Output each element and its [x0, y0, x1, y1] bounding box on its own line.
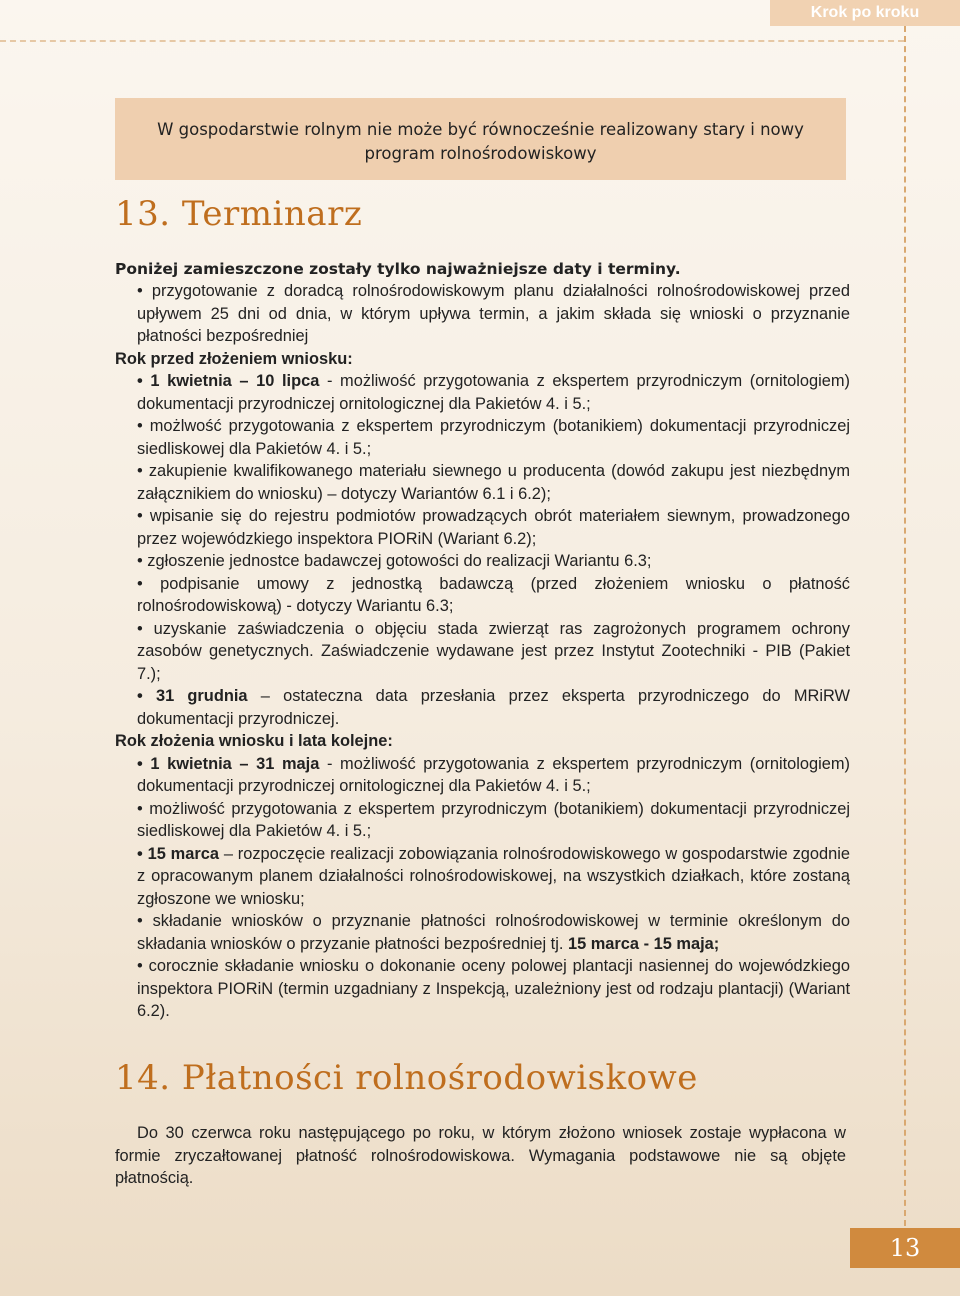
side-dashed-rule [904, 26, 906, 1226]
list-item: • podpisanie umowy z jednostką badawczą (przed złożeniem wniosku o płatność rolnośrodowiskową) - dotyczy Wariantu 6.3; [137, 574, 850, 615]
before-application-heading: Rok przed złożeniem wniosku: [115, 349, 353, 368]
notice-box: W gospodarstwie rolnym nie może być równocześnie realizowany stary i nowy program rolnośrodowiskowy [115, 98, 846, 180]
section-14-content [115, 1122, 846, 1190]
list-item: • 1 kwietnia – 10 lipca - możliwość przygotowania z ekspertem przyrodniczym (ornitologiem) dokumentacji przyrodniczej ornitologicznej dla Pakietów 4. i 5.; [137, 372, 850, 413]
section-14-title: 14. Płatności rolnośrodowiskowe [115, 1058, 698, 1098]
section-13-intro: Poniżej zamieszczone zostały tylko najważniejsze daty i terminy. [115, 260, 681, 278]
list-item: • 15 marca – rozpoczęcie realizacji zobowiązania rolnośrodowiskowego w gospodarstwie zgodnie z opracowanym planem działalności rolnośrodowiskowej, na wszystkich działkach, które zostaną zgłoszone we wniosku; [137, 844, 850, 908]
list-item: • zakupienie kwalifikowanego materiału siewnego u producenta (dowód zakupu jest niezbędnym załącznikiem do wniosku) – dotyczy Wariantów 6.1 i 6.2); [137, 462, 850, 503]
section-13-title: 13. Terminarz [115, 194, 363, 234]
list-item: • składanie wniosków o przyznanie płatności rolnośrodowiskowej w terminie określonym do składania wniosków o przyzanie płatności bezpośredniej tj. 15 marca - 15 maja; [137, 912, 850, 953]
section-13-content [115, 280, 850, 1023]
list-item: • 1 kwietnia – 31 maja - możliwość przygotowania z ekspertem przyrodniczym (ornitologiem) dokumentacji przyrodniczej ornitologicznej dla Pakietów 4. i 5.; [137, 754, 850, 795]
list-item: • corocznie składanie wniosku o dokonanie oceny polowej plantacji nasiennej do wojewódzkiego inspektora PIORiN (termin uzgadniany z Inspekcją, uzależniony jest od rodzaju plantacji) (Wariant 6.2). [137, 957, 850, 1020]
list-item: • uzyskanie zaświadczenia o objęciu stada zwierząt ras zagrożonych programem ochrony zasobów genetycznych. Zaświadczenie wydawane jest przez Instytut Zootechniki - PIB (Pakiet 7.); [137, 619, 850, 683]
application-year-heading: Rok złożenia wniosku i lata kolejne: [115, 732, 393, 750]
header-section-label: Krok po kroku [770, 0, 960, 26]
list-item: • wpisanie się do rejestru podmiotów prowadzących obrót materiałem siewnym, prowadzonego przez wojewódzkiego inspektora PIORiN (Wariant 6.2); [137, 507, 850, 548]
list-item: • przygotowanie z doradcą rolnośrodowiskowym planu działalności rolnośrodowiskowej przed upływem 25 dni od dnia, w którym upływa termin, a jakim składa się wnioski o przyznanie płatności bezpośredniej [137, 282, 850, 345]
section-14-paragraph: Do 30 czerwca roku następującego po roku, w którym złożono wniosek zostaje wypłacona w formie zryczałtowanej płatność rolnośrodowiskowa. Wymagania podstawowe nie są objęte płatnością. [115, 1124, 846, 1187]
list-item: • możlwość przygotowania z ekspertem przyrodniczym (botanikiem) dokumentacji przyrodniczej siedliskowej dla Pakietów 4. i 5.; [137, 417, 850, 458]
list-item: • możliwość przygotowania z ekspertem przyrodniczym (botanikiem) dokumentacji przyrodniczej siedliskowej dla Pakietów 4. i 5.; [137, 799, 850, 840]
page-number: 13 [850, 1228, 960, 1268]
list-item: • 31 grudnia – ostateczna data przesłania przez eksperta przyrodniczego do MRiRW dokumentacji przyrodniczej. [137, 687, 850, 728]
top-dashed-rule [0, 40, 904, 42]
list-item: • zgłoszenie jednostce badawczej gotowości do realizacji Wariantu 6.3; [137, 552, 652, 570]
